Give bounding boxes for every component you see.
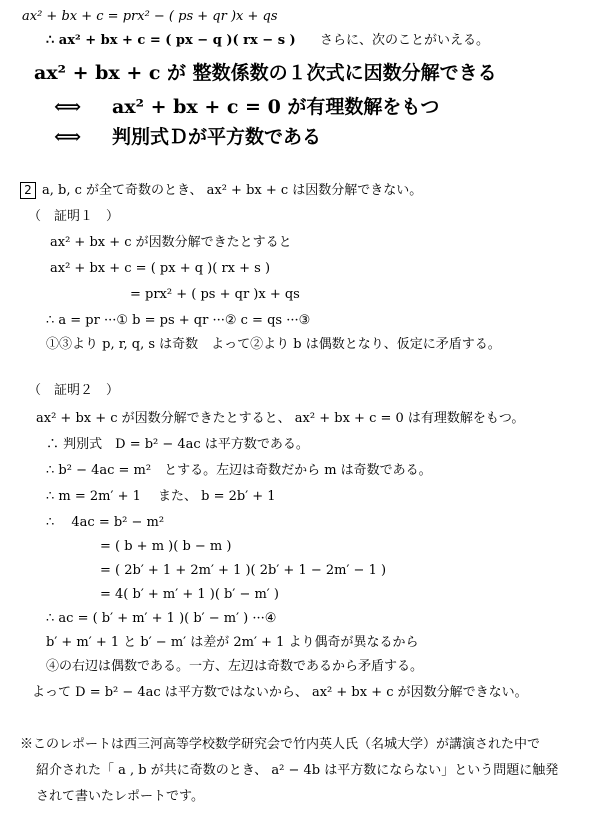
proof1-line: ax² + bx + c が因数分解できたとすると [50,235,292,250]
proof2-line: = ( 2b′ + 1 + 2m′ + 1 )( 2b′ + 1 − 2m′ − 1 ) [100,563,387,578]
proof2-line: ∴ m = 2m′ + 1 また、 b = 2b′ + 1 [46,489,276,504]
note-line: されて書いたレポートです。 [36,789,204,804]
proof2-line: ∴ ac = ( b′ + m′ + 1 )( b′ − m′ ) ···④ [46,611,277,626]
proof2-line: ∴ 判別式 D = b² − 4ac は平方数である。 [46,437,309,452]
proof2-line: ④の右辺は偶数である。一方、左辺は奇数であるから矛盾する。 [46,659,424,674]
headline-1: ax² + bx + c が 整数係数の１次式に因数分解できる [34,62,497,84]
proof1-line: = prx² + ( ps + qr )x + qs [130,287,300,302]
top-formula-1: ax² + bx + c = prx² − ( ps + qr )x + qs [22,9,278,24]
proof1-heading: （ 証明１ ） [28,209,120,224]
headline-3-arrow: ⟺ [54,126,82,148]
proof2-line: b′ + m′ + 1 と b′ − m′ は差が 2m′ + 1 より偶奇が異なるから [46,635,419,650]
section-number-box: 2 [20,182,36,199]
headline-2: ax² + bx + c = 0 が有理数解をもつ [112,96,440,118]
note-line: 紹介された「 a , b が共に奇数のとき、 a² − 4b は平方数にならない」という問題に触発 [36,763,559,778]
section-2-title: a, b, c が全て奇数のとき、 ax² + bx + c は因数分解できない。 [42,183,423,198]
proof2-heading: （ 証明２ ） [28,383,120,398]
proof1-line: ∴ a = pr ···① b = ps + qr ···② c = qs ···③ [46,313,311,328]
proof2-line: ∴ 4ac = b² − m² [46,515,165,530]
section-2-title-row [20,182,422,200]
headline-3: 判別式Ｄが平方数である [112,126,322,148]
proof2-line: = 4( b′ + m′ + 1 )( b′ − m′ ) [100,587,279,602]
proof2-line: よって D = b² − 4ac は平方数ではないから、 ax² + bx + c が因数分解できない。 [32,685,528,700]
proof2-line: ax² + bx + c が因数分解できたとすると、 ax² + bx + c = 0 は有理数解をもつ。 [36,411,525,426]
headline-2-arrow: ⟺ [54,96,82,118]
proof1-line: ax² + bx + c = ( px + q )( rx + s ) [50,261,271,276]
proof1-line: ①③より p, r, q, s は奇数 よって②より b は偶数となり、仮定に矛盾する。 [46,337,501,352]
top-formula-2: ∴ ax² + bx + c = ( px − q )( rx − s ) [46,33,296,48]
top-formula-2-note: さらに、次のことがいえる。 [320,33,490,48]
proof2-line: = ( b + m )( b − m ) [100,539,232,554]
note-line: ※このレポートは西三河高等学校数学研究会で竹内英人氏（名城大学）が講演された中で [20,737,541,752]
proof2-line: ∴ b² − 4ac = m² とする。左辺は奇数だから m は奇数である。 [46,463,432,478]
